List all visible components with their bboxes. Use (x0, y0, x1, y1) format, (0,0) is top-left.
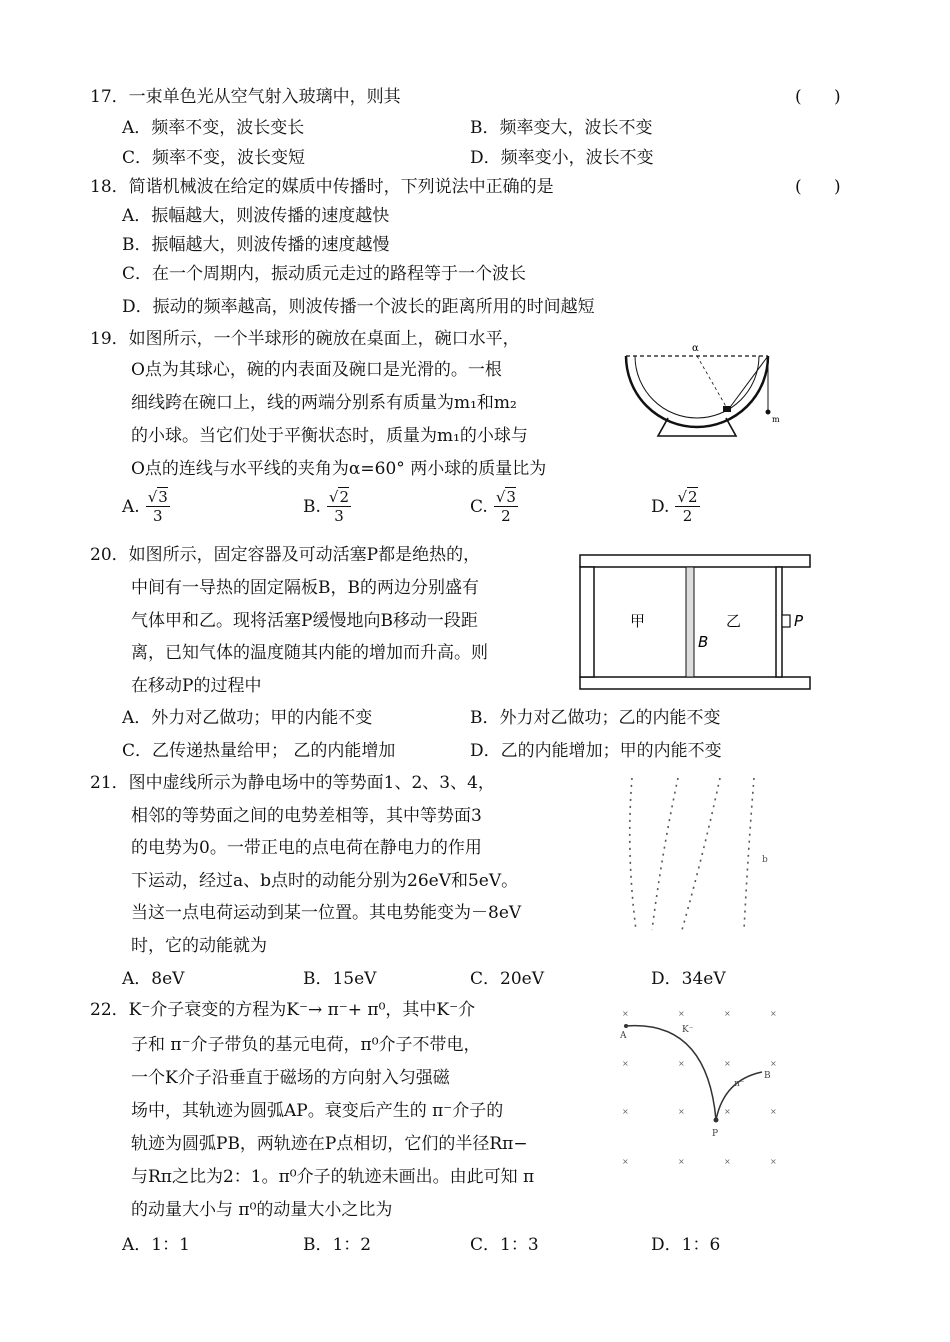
svg-text:×: × (678, 1157, 685, 1166)
q21-stem-line-4: 下运动，经过a、b点时的动能分别为26eV和5eV。 (131, 871, 519, 891)
svg-text:×: × (724, 1157, 731, 1166)
q22-stem-line-4: 场中，其轨迹为圆弧AP。衰变后产生的 π⁻介子的 (131, 1101, 504, 1121)
q19-option-b-label: B. (303, 496, 321, 517)
q22-stem-line-1: 22．K⁻介子衰变的方程为K⁻→ π⁻+ π⁰，其中K⁻介 (90, 1000, 476, 1020)
q20-stem-line-4: 离，已知气体的温度随其内能的增加而升高。则 (131, 643, 488, 663)
q19-option-c-label: C. (470, 496, 488, 517)
q19-stem-line-3: 细线跨在碗口上，线的两端分别系有质量为m₁和m₂ (131, 393, 517, 413)
magnetic-figure-b: B (764, 1071, 771, 1081)
q20-stem-line-5: 在移动P的过程中 (131, 676, 262, 696)
svg-text:×: × (770, 1107, 777, 1116)
q18-answer-paren: ( ) (795, 177, 841, 197)
svg-text:×: × (678, 1107, 685, 1116)
magnetic-figure-pi: π⁻ (734, 1079, 745, 1089)
magnetic-figure-k: K⁻ (682, 1025, 694, 1035)
q19-option-d-denominator: 2 (682, 507, 693, 525)
q19-option-b-denominator: 3 (334, 507, 344, 525)
q19-option-d: D. √2 2 (651, 488, 698, 525)
q18-option-b: B．振幅越大，则波传播的速度越慢 (122, 235, 390, 255)
magnetic-field-figure (612, 1000, 792, 1178)
container-figure-yi: 乙 (726, 612, 742, 630)
q19-option-b-numerator: 2 (339, 488, 350, 506)
q21-option-a: A．8eV (122, 969, 185, 989)
svg-text:×: × (724, 1107, 731, 1116)
svg-text:×: × (622, 1009, 629, 1018)
q17-option-d: D．频率变小，波长不变 (470, 148, 654, 168)
q17-option-b: B．频率变大，波长不变 (470, 118, 653, 138)
q22-stem-line-3: 一个K介子沿垂直于磁场的方向射入匀强磁 (131, 1068, 450, 1088)
q19-stem-line-1: 19．如图所示，一个半球形的碗放在桌面上，碗口水平， (90, 329, 520, 349)
svg-text:×: × (622, 1107, 629, 1116)
q18-option-c: C．在一个周期内，振动质元走过的路程等于一个波长 (122, 264, 527, 284)
magnetic-figure-p: P (712, 1129, 719, 1139)
q22-option-b: B．1：2 (303, 1235, 372, 1255)
q21-option-b: B．15eV (303, 969, 377, 989)
q20-option-d: D．乙的内能增加；甲的内能不变 (470, 741, 722, 761)
svg-text:×: × (678, 1059, 685, 1068)
q22-option-c: C．1：3 (470, 1235, 539, 1255)
q18-option-a: A．振幅越大，则波传播的速度越快 (122, 206, 390, 226)
q22-option-a: A．1：1 (122, 1235, 190, 1255)
q20-stem-line-2: 中间有一导热的固定隔板B，B的两边分别盛有 (131, 578, 479, 598)
q18-option-d: D．振动的频率越高，则波传播一个波长的距离所用的时间越短 (122, 297, 595, 317)
bowl-figure-mass-label: m (772, 415, 780, 424)
q17-option-a: A．频率不变，波长变长 (122, 118, 305, 138)
q21-stem-line-5: 当这一点电荷运动到某一位置。其电势能变为－8eV (131, 903, 522, 923)
q22-stem-line-6: 与Rπ之比为2：1。π⁰介子的轨迹未画出。由此可知 π (131, 1167, 535, 1187)
svg-text:×: × (770, 1157, 777, 1166)
q21-option-c: C．20eV (470, 969, 544, 989)
q22-option-d: D．1：6 (651, 1235, 721, 1255)
q21-stem-line-3: 的电势为0。一带正电的点电荷在静电力的作用 (131, 838, 482, 858)
q17-option-c: C．频率不变，波长变短 (122, 148, 306, 168)
q19-option-d-label: D. (651, 496, 670, 517)
equipotential-figure-b: b (762, 855, 768, 865)
field-cross-markers (622, 1009, 777, 1166)
svg-text:×: × (724, 1009, 731, 1018)
q21-stem-line-1: 21．图中虚线所示为静电场中的等势面1、2、3、4， (90, 773, 495, 793)
q20-option-c: C．乙传递热量给甲； 乙的内能增加 (122, 741, 396, 761)
q20-option-b: B．外力对乙做功；乙的内能不变 (470, 708, 721, 728)
container-figure-jia: 甲 (630, 612, 646, 630)
container-figure-p: P (794, 612, 804, 630)
svg-text:×: × (622, 1059, 629, 1068)
q19-option-b: B. √2 3 (303, 488, 350, 525)
bowl-figure (618, 340, 788, 446)
q18-stem: 18．简谐机械波在给定的媒质中传播时，下列说法中正确的是 (90, 177, 554, 197)
q19-option-a: A. √3 3 (122, 488, 168, 525)
q17-stem: 17．一束单色光从空气射入玻璃中，则其 (90, 87, 401, 107)
container-figure (578, 553, 812, 693)
q19-option-a-numerator: 3 (158, 488, 168, 506)
q19-stem-line-5: O点的连线与水平线的夹角为α=60° 两小球的质量比为 (131, 459, 547, 479)
q19-option-c: C. √3 2 (470, 488, 516, 525)
q21-option-d: D．34eV (651, 969, 726, 989)
q19-stem-line-4: 的小球。当它们处于平衡状态时，质量为m₁的小球与 (131, 426, 528, 446)
q19-option-a-denominator: 3 (152, 507, 163, 525)
q19-option-c-numerator: 3 (506, 488, 516, 506)
q19-option-a-label: A. (122, 496, 140, 517)
equipotential-figure (622, 770, 772, 936)
bowl-figure-alpha: α (692, 343, 699, 354)
q19-stem-line-2: O点为其球心，碗的内表面及碗口是光滑的。一根 (131, 360, 502, 380)
container-figure-b: B (698, 633, 709, 651)
q20-stem-line-3: 气体甲和乙。现将活塞P缓慢地向B移动一段距 (131, 611, 478, 631)
q22-stem-line-7: 的动量大小与 π⁰的动量大小之比为 (131, 1200, 393, 1220)
q21-stem-line-6: 时，它的动能就为 (131, 936, 267, 956)
q17-answer-paren: ( ) (795, 87, 841, 107)
q22-stem-line-5: 轨迹为圆弧PB，两轨迹在P点相切，它们的半径Rπ− (131, 1134, 528, 1154)
magnetic-figure-a: A (620, 1031, 627, 1041)
svg-text:×: × (622, 1157, 629, 1166)
q22-stem-line-2: 子和 π⁻介子带负的基元电荷，π⁰介子不带电， (131, 1035, 481, 1055)
svg-text:×: × (678, 1009, 685, 1018)
q19-option-c-denominator: 2 (501, 507, 511, 525)
q20-stem-line-1: 20．如图所示，固定容器及可动活塞P都是绝热的， (90, 545, 481, 565)
q19-option-d-numerator: 2 (688, 488, 698, 506)
q20-option-a: A．外力对乙做功；甲的内能不变 (122, 708, 373, 728)
svg-text:×: × (770, 1059, 777, 1068)
svg-text:×: × (724, 1059, 731, 1068)
q21-stem-line-2: 相邻的等势面之间的电势差相等，其中等势面3 (131, 806, 482, 826)
svg-text:×: × (770, 1009, 777, 1018)
